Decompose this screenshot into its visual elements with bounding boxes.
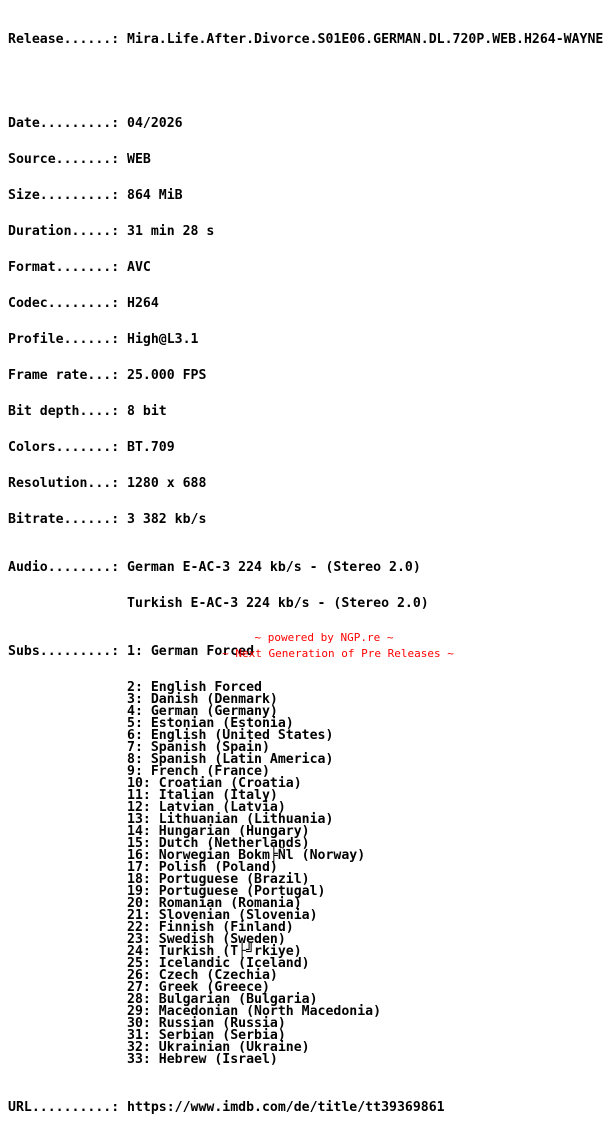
subtitle-track: 7: Spanish (Spain): [127, 740, 270, 755]
size-key: Size.........:: [8, 188, 120, 203]
profile-key: Profile......:: [8, 332, 120, 347]
subtitle-track: 18: Portuguese (Brazil): [127, 872, 310, 887]
subtitle-track: 21: Slovenian (Slovenia): [127, 908, 318, 923]
audio-track: Turkish E-AC-3 224 kb/s - (Stereo 2.0): [127, 596, 429, 611]
field-row-source: [8, 154, 603, 166]
field-row-colors: [8, 442, 603, 454]
source-value: WEB: [127, 152, 151, 167]
subtitle-track: 3: Danish (Denmark): [127, 692, 278, 707]
subtitle-track: 14: Hungarian (Hungary): [127, 824, 310, 839]
subtitle-row: [8, 934, 603, 946]
subtitle-track: 6: English (United States): [127, 728, 334, 743]
profile-value: High@L3.1: [127, 332, 199, 347]
subtitle-row: [8, 694, 603, 706]
resolution-key: Resolution...:: [8, 476, 120, 491]
subtitle-track: 23: Swedish (Sweden): [127, 932, 286, 947]
subtitle-row: [8, 886, 603, 898]
audio-track: German E-AC-3 224 kb/s - (Stereo 2.0): [127, 560, 421, 575]
audio-row-2: [8, 598, 603, 610]
subtitle-track: 29: Macedonian (North Macedonia): [127, 1004, 382, 1019]
codec-value: H264: [127, 296, 159, 311]
frame-rate-value: 25.000 FPS: [127, 368, 207, 383]
date-value: 04/2026: [127, 116, 183, 131]
audio-key: Audio........:: [8, 560, 120, 575]
release-key: Release......:: [8, 32, 120, 47]
subtitle-track: 9: French (France): [127, 764, 270, 779]
subtitle-row: [8, 922, 603, 934]
field-row-resolution: [8, 478, 603, 490]
subtitle-track: 5: Estonian (Estonia): [127, 716, 294, 731]
subtitle-row: [8, 754, 603, 766]
subtitle-track: 31: Serbian (Serbia): [127, 1028, 286, 1043]
field-row-date: [8, 118, 603, 130]
subtitle-list: [8, 682, 603, 1066]
codec-key: Codec........:: [8, 296, 120, 311]
duration-key: Duration.....:: [8, 224, 120, 239]
resolution-value: 1280 x 688: [127, 476, 207, 491]
field-row-codec: [8, 298, 603, 310]
subtitle-track: 30: Russian (Russia): [127, 1016, 286, 1031]
subtitle-track: 26: Czech (Czechia): [127, 968, 278, 983]
blank-line: [8, 70, 603, 82]
subtitle-track: 1: German Forced: [127, 644, 255, 659]
imdb-link[interactable]: https://www.imdb.com/de/title/tt39369861: [127, 1100, 445, 1115]
field-row-frame-rate: [8, 370, 603, 382]
colors-value: BT.709: [127, 440, 175, 455]
subtitle-row: [8, 778, 603, 790]
field-row-profile: [8, 334, 603, 346]
footer-powered-by: ~ powered by NGP.re ~: [254, 631, 394, 644]
subtitle-track: 10: Croatian (Croatia): [127, 776, 302, 791]
subtitle-row: [8, 1018, 603, 1030]
date-key: Date.........:: [8, 116, 120, 131]
field-row-size: [8, 190, 603, 202]
subtitle-track: 19: Portuguese (Portugal): [127, 884, 326, 899]
subtitle-row: [8, 1054, 603, 1066]
subtitle-row: [8, 1042, 603, 1054]
subtitle-track: 12: Latvian (Latvia): [127, 800, 286, 815]
audio-row-1: [8, 562, 603, 574]
subtitle-track: 4: German (Germany): [127, 704, 278, 719]
format-value: AVC: [127, 260, 151, 275]
source-key: Source.......:: [8, 152, 120, 167]
bitrate-value: 3 382 kb/s: [127, 512, 207, 527]
release-row: [8, 34, 603, 46]
subtitle-track: 13: Lithuanian (Lithuania): [127, 812, 334, 827]
subtitle-track: 24: Turkish (T├╝rkiye): [127, 944, 302, 959]
subtitle-track: 27: Greek (Greece): [127, 980, 270, 995]
subtitle-track: 11: Italian (Italy): [127, 788, 278, 803]
subtitle-track: 17: Polish (Poland): [127, 860, 278, 875]
subtitle-row: [8, 910, 603, 922]
subtitle-track: 28: Bulgarian (Bulgaria): [127, 992, 318, 1007]
subtitle-track: 2: English Forced: [127, 680, 262, 695]
bit-depth-value: 8 bit: [127, 404, 167, 419]
subtitle-track: 16: Norwegian Bokm╞Ñl (Norway): [127, 848, 366, 863]
subtitle-row: [8, 766, 603, 778]
bit-depth-key: Bit depth....:: [8, 404, 120, 419]
subtitle-track: 8: Spanish (Latin America): [127, 752, 334, 767]
bitrate-key: Bitrate......:: [8, 512, 120, 527]
subs-key: Subs.........:: [8, 644, 120, 659]
subtitle-track: 33: Hebrew (Israel): [127, 1052, 278, 1067]
footer-tagline: ~ Next Generation of Pre Releases ~: [222, 647, 454, 660]
field-row-bit-depth: [8, 406, 603, 418]
subtitle-track: 22: Finnish (Finland): [127, 920, 294, 935]
release-name: Mira.Life.After.Divorce.S01E06.GERMAN.DL.720P.WEB.H264-WAYNE: [127, 32, 604, 47]
frame-rate-key: Frame rate...:: [8, 368, 120, 383]
subtitle-track: 15: Dutch (Netherlands): [127, 836, 310, 851]
size-value: 864 MiB: [127, 188, 183, 203]
subtitle-row: [8, 850, 603, 862]
format-key: Format.......:: [8, 260, 120, 275]
subtitle-row: [8, 730, 603, 742]
subtitle-row: [8, 1006, 603, 1018]
subtitle-row: [8, 958, 603, 970]
field-row-duration: [8, 226, 603, 238]
subtitle-track: 32: Ukrainian (Ukraine): [127, 1040, 310, 1055]
url-key: URL..........:: [8, 1100, 120, 1115]
nfo-document: [8, 10, 603, 1126]
subtitle-row: [8, 706, 603, 718]
url-row: [8, 1102, 603, 1114]
field-row-bitrate: [8, 514, 603, 526]
duration-value: 31 min 28 s: [127, 224, 215, 239]
subtitle-track: 20: Romanian (Romania): [127, 896, 302, 911]
subtitle-row: [8, 970, 603, 982]
subtitle-row: [8, 790, 603, 802]
colors-key: Colors.......:: [8, 440, 120, 455]
field-row-format: [8, 262, 603, 274]
subtitle-track: 25: Icelandic (Iceland): [127, 956, 310, 971]
